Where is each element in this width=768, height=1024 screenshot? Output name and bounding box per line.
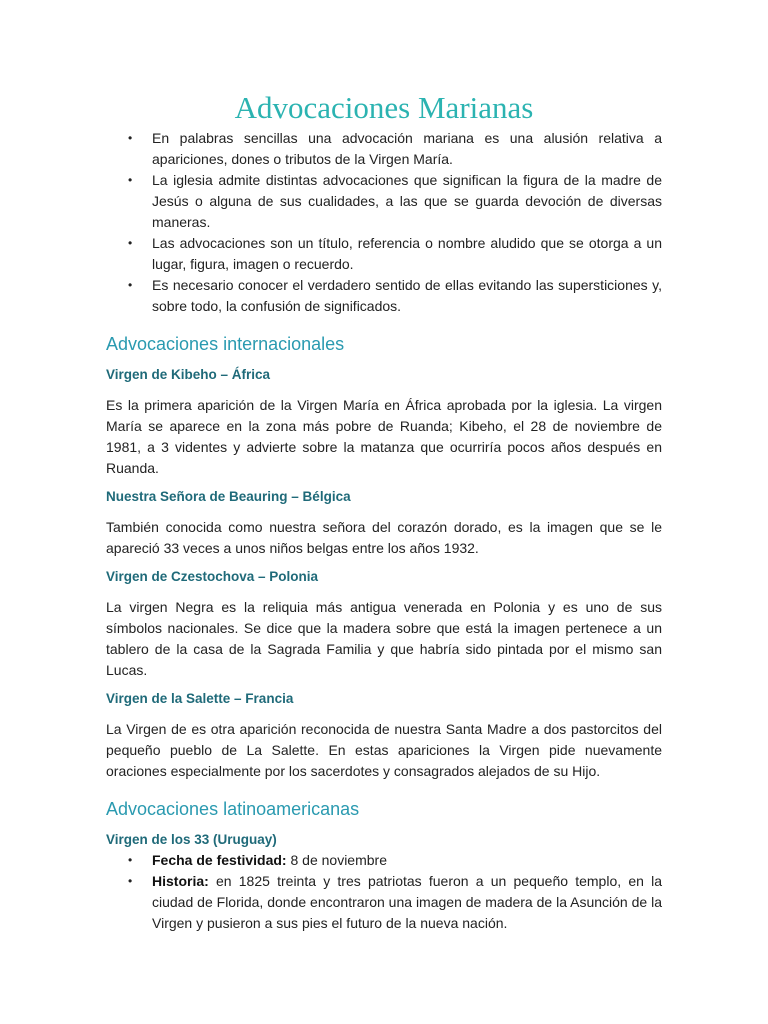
bullet-icon: • [128, 278, 133, 292]
subheading-kibeho: Virgen de Kibeho – África [106, 367, 271, 382]
list-item-text: La iglesia admite distintas advocaciones que significan la figura de la madre de Jesús o alguna de sus cualidades, a las que se guarda devoción de diversas maneras. [152, 172, 662, 230]
bullet-icon: • [128, 853, 133, 867]
paragraph-czestochova: La virgen Negra es la reliquia más antigua venerada en Polonia y es uno de sus símbolos nacionales. Se dice que la madera sobre que está la imagen pertenece a un tablero de la casa de la Sagrada Familia y que habría sido pintada por el mismo san Lucas. [106, 599, 662, 678]
bullet-icon: • [128, 236, 133, 250]
fecha-value: 8 de noviembre [286, 852, 387, 868]
subheading-czestochova: Virgen de Czestochova – Polonia [106, 569, 319, 584]
list-item-text: Es necesario conocer el verdadero sentido de ellas evitando las supersticiones y, sobre todo, la confusión de significados. [152, 277, 662, 314]
paragraph-kibeho: Es la primera aparición de la Virgen María en África aprobada por la iglesia. La virgen María se aparece en la zona más pobre de Ruanda; Kibeho, el 28 de noviembre de 1981, a 3 videntes y advierte sobre la matanza que ocurriría pocos años después en Ruanda. [106, 397, 662, 476]
historia-value: en 1825 treinta y tres patriotas fueron a un pequeño templo, en la ciudad de Florida, donde encontraron una imagen de madera de la Asunción de la Virgen y pusieron a sus pies el futuro de la nueva nación. [152, 873, 662, 931]
list-item [106, 871, 662, 934]
intro-list [106, 128, 662, 317]
list-item-text: Las advocaciones son un título, referencia o nombre aludido que se otorga a un lugar, figura, imagen o recuerdo. [152, 235, 662, 272]
paragraph-salette: La Virgen de es otra aparición reconocida de nuestra Santa Madre a dos pastorcitos del pequeño pueblo de La Salette. En estas apariciones la Virgen pide nuevamente oraciones especialmente por los sacerdotes y consagrados alejados de su Hijo. [106, 721, 662, 779]
bullet-icon: • [128, 131, 133, 145]
virgen-33-details-list [106, 850, 662, 934]
list-item [106, 850, 662, 871]
list-item [106, 128, 662, 170]
list-item [106, 233, 662, 275]
paragraph-beauring: También conocida como nuestra señora del corazón dorado, es la imagen que se le apareció 33 veces a unos niños belgas entre los años 1932. [106, 519, 662, 556]
subheading-virgen-33: Virgen de los 33 (Uruguay) [106, 832, 277, 847]
page-title: Advocaciones Marianas [234, 90, 534, 125]
list-item-text: En palabras sencillas una advocación mariana es una alusión relativa a apariciones, dones o tributos de la Virgen María. [152, 130, 662, 167]
list-item [106, 170, 662, 233]
section-heading-latinoamericanas: Advocaciones latinoamericanas [106, 799, 360, 819]
bullet-icon: • [128, 874, 133, 888]
section-heading-internacionales: Advocaciones internacionales [106, 334, 345, 354]
historia-label: Historia: [152, 873, 209, 889]
subheading-beauring: Nuestra Señora de Beauring – Bélgica [106, 489, 351, 504]
list-item [106, 275, 662, 317]
bullet-icon: • [128, 173, 133, 187]
subheading-salette: Virgen de la Salette – Francia [106, 691, 294, 706]
fecha-label: Fecha de festividad: [152, 852, 287, 868]
